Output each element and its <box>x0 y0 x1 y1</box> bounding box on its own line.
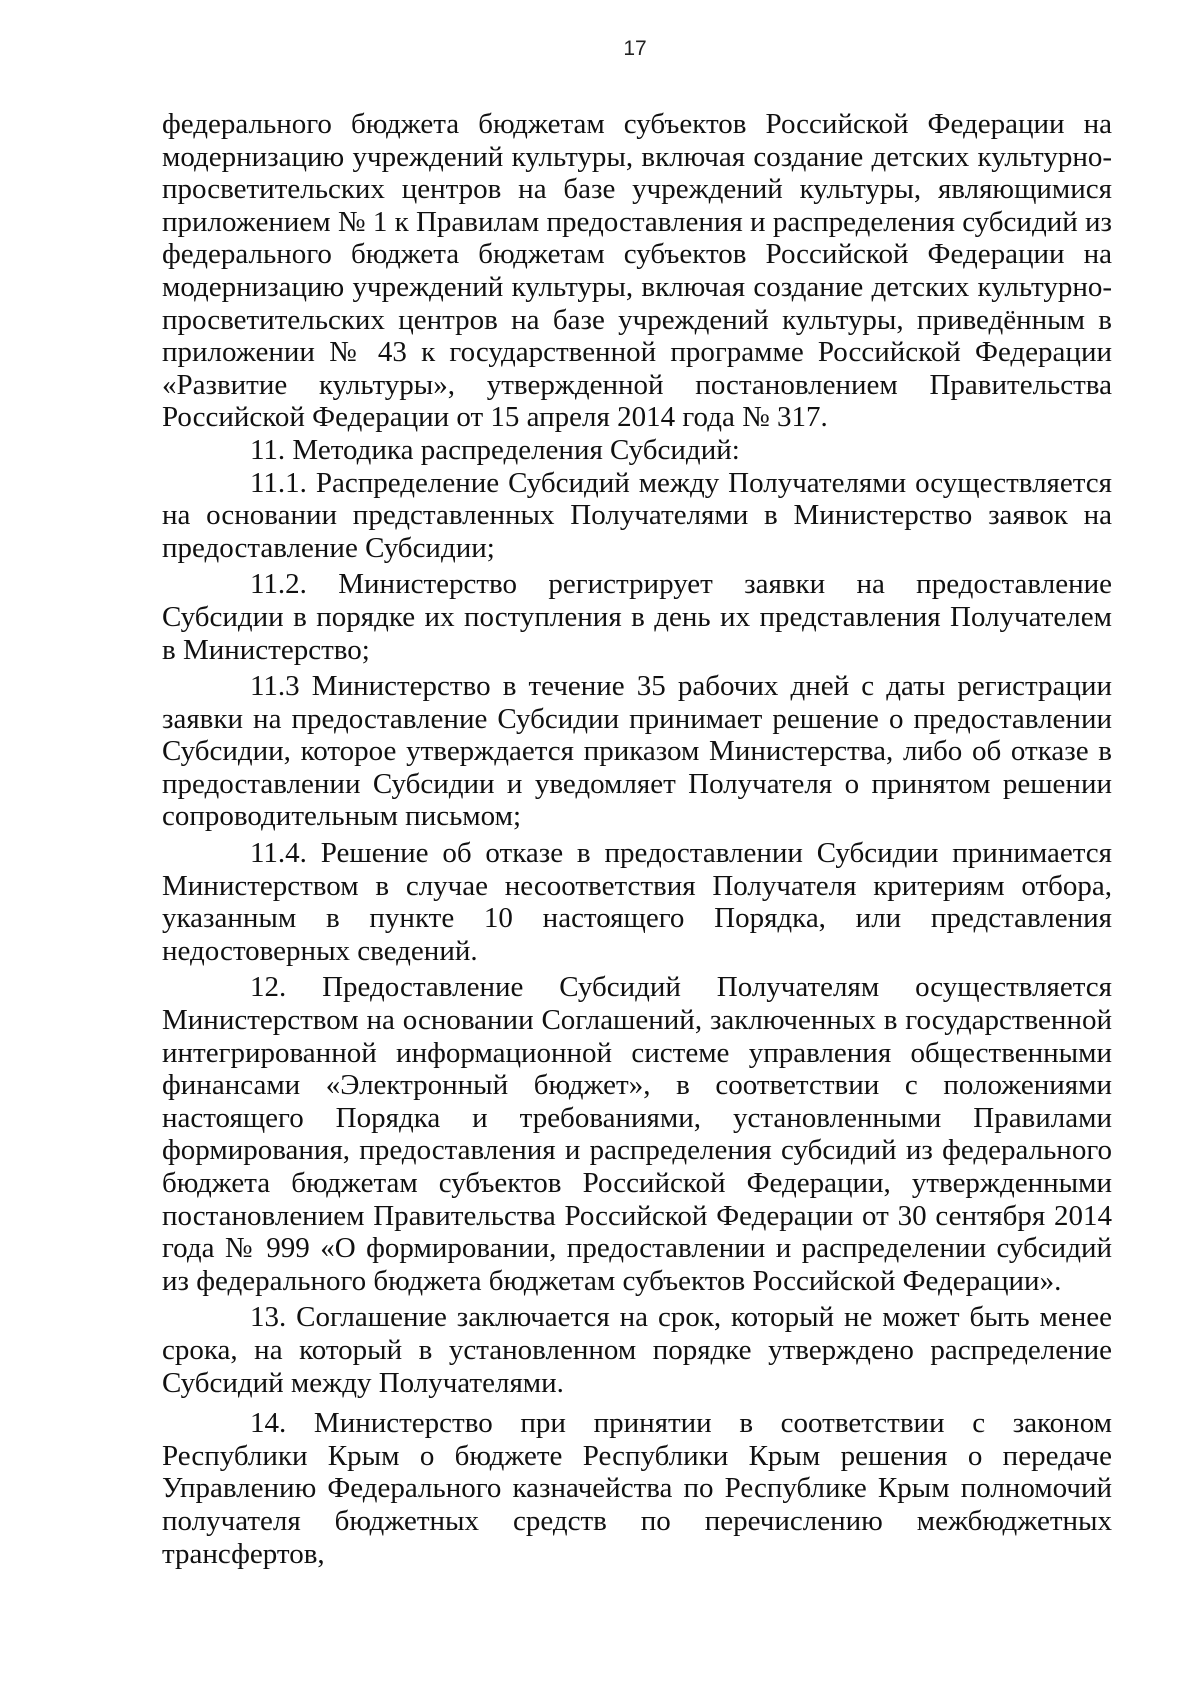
paragraph-11-1: 11.1. Распределение Субсидий между Получателями осуществляется на основании представленных Получателями в Министерство заявок на предоставление Субсидии; <box>162 466 1112 564</box>
paragraph-11-3: 11.3 Министерство в течение 35 рабочих дней с даты регистрации заявки на предоставление Субсидии принимает решение о предоставлении Субсидии, которое утверждается приказом Министерства, либо об отказе в предоставлении Субсидии и уведомляет Получателя о принятом решении сопроводительным письмом; <box>162 670 1112 833</box>
paragraph-14: 14. Министерство при принятии в соответствии с законом Республики Крым о бюджете Республики Крым решения о передаче Управлению Федерального казначейства по Республике Крым полномочий получателя бюджетных средств по перечислению межбюджетных трансфертов, <box>162 1407 1112 1570</box>
paragraph-11-4: 11.4. Решение об отказе в предоставлении Субсидии принимается Министерством в случае несоответствия Получателя критериям отбора, указанным в пункте 10 настоящего Порядка, или представления недостоверных сведений. <box>162 837 1112 967</box>
paragraph-12: 12. Предоставление Субсидий Получателям осуществляется Министерством на основании Соглашений, заключенных в государственной интегрированной информационной системе управления общественными финансами «Электронный бюджет», в соответствии с положениями настоящего Порядка и требованиями, установленными Правилами формирования, предоставления и распределения субсидий из федерального бюджета бюджетам субъектов Российской Федерации, утвержденными постановлением Правительства Российской Федерации от 30 сентября 2014 года № 999 «О формировании, предоставлении и распределении субсидий из федерального бюджета бюджетам субъектов Российской Федерации». <box>162 971 1112 1297</box>
paragraph-continuation: федерального бюджета бюджетам субъектов Российской Федерации на модернизацию учреждений культуры, включая создание детских культурно-просветительских центров на базе учреждений культуры, являющимися приложением № 1 к Правилам предоставления и распределения субсидий из федерального бюджета бюджетам субъектов Российской Федерации на модернизацию учреждений культуры, включая создание детских культурно-просветительских центров на базе учреждений культуры, приведённым в приложении № 43 к государственной программе Российской Федерации «Развитие культуры», утвержденной постановлением Правительства Российской Федерации от 15 апреля 2014 года № 317. <box>162 108 1112 434</box>
page-number: 17 <box>623 37 647 60</box>
paragraph-13: 13. Соглашение заключается на срок, который не может быть менее срока, на который в установленном порядке утверждено распределение Субсидий между Получателями. <box>162 1301 1112 1399</box>
document-body <box>162 108 1112 1570</box>
paragraph-11: 11. Методика распределения Субсидий: <box>250 433 740 466</box>
paragraph-11-2: 11.2. Министерство регистрирует заявки на предоставление Субсидии в порядке их поступления в день их представления Получателем в Министерство; <box>162 568 1112 666</box>
